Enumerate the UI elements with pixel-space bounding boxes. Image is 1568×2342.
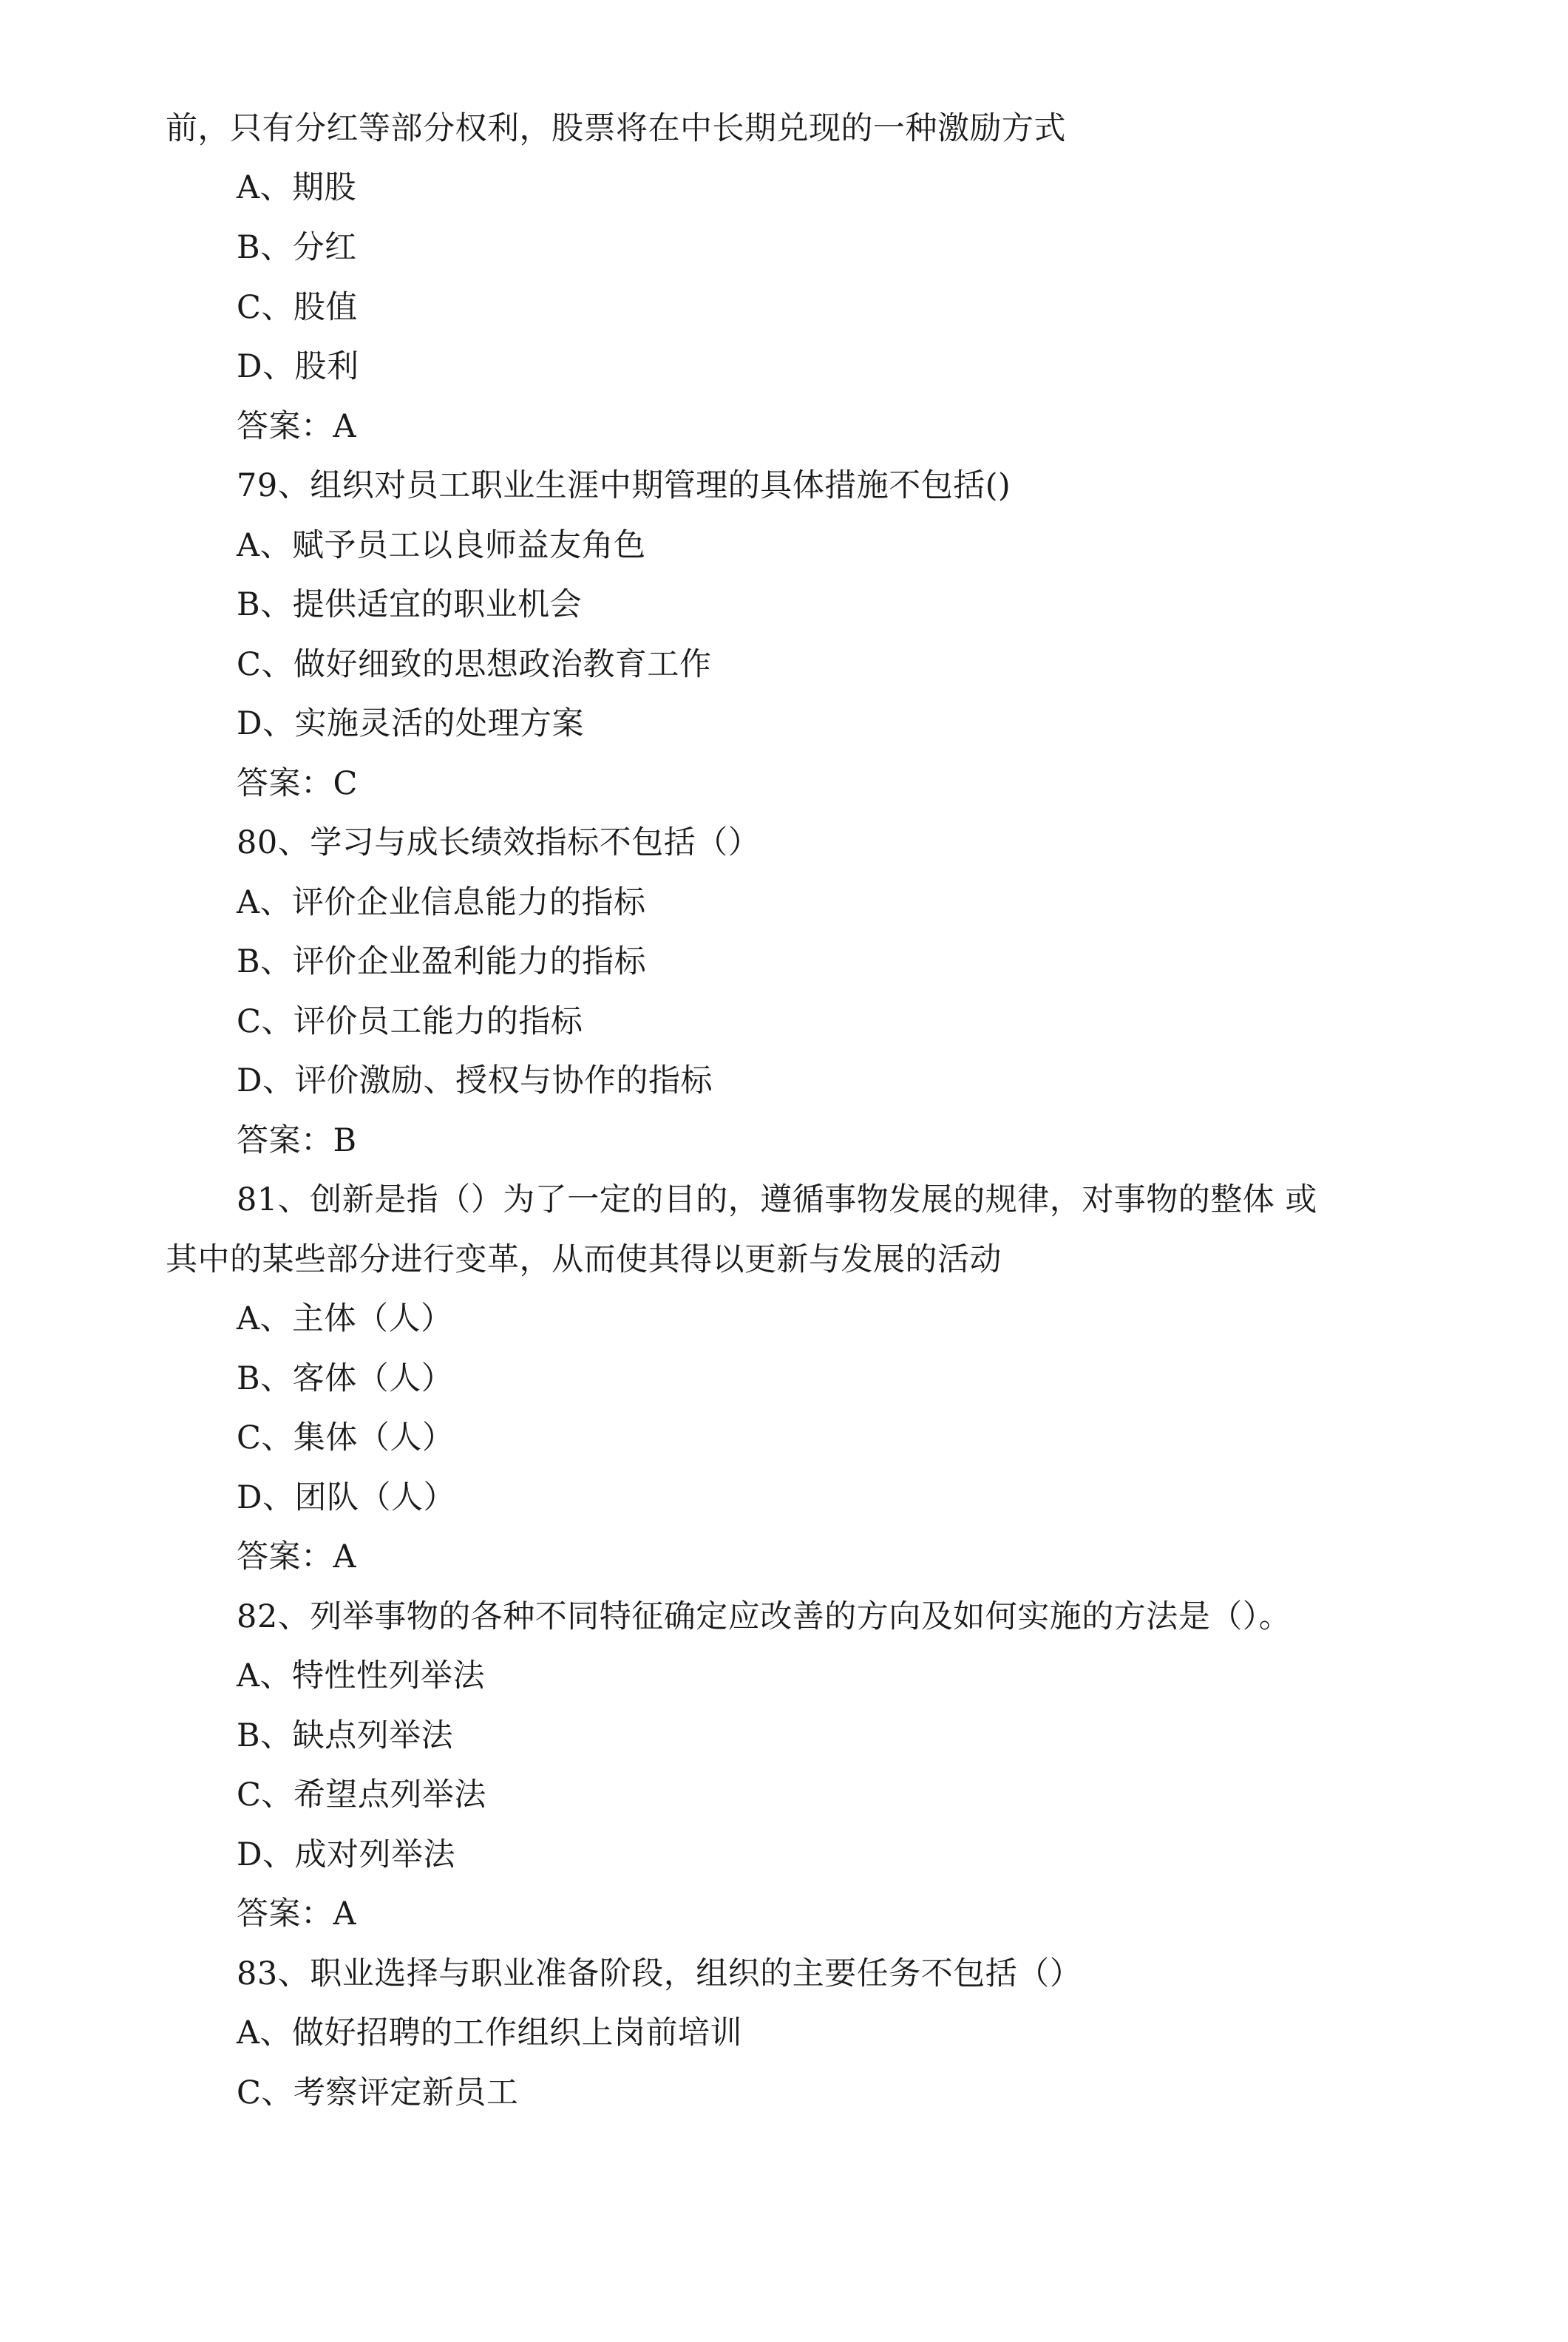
question-79: 79、组织对员工职业生涯中期管理的具体措施不包括() <box>237 467 1011 504</box>
question-81: 81、创新是指（）为了一定的目的，遵循事物发展的规律，对事物的整体 或 <box>237 1181 1317 1218</box>
question-83: 83、职业选择与职业准备阶段，组织的主要任务不包括（） <box>237 1955 1082 1992</box>
option-b: B、提供适宜的职业机会 <box>237 586 583 623</box>
option-a: A、特性性列举法 <box>237 1657 486 1694</box>
question-80: 80、学习与成长绩效指标不包括（） <box>237 824 761 861</box>
option-a: A、做好招聘的工作组织上岗前培训 <box>237 2015 743 2051</box>
question-82: 82、列举事物的各种不同特征确定应改善的方向及如何实施的方法是（）。 <box>237 1598 1292 1635</box>
option-c: C、希望点列举法 <box>237 1776 486 1813</box>
option-c: C、股值 <box>237 289 358 326</box>
answer: 答案：C <box>237 765 358 802</box>
option-c: C、集体（人） <box>237 1419 455 1456</box>
option-a: A、评价企业信息能力的指标 <box>237 884 646 921</box>
option-c: C、做好细致的思想政治教育工作 <box>237 646 712 683</box>
option-d: D、评价激励、授权与协作的指标 <box>237 1062 713 1099</box>
option-d: D、股利 <box>237 348 359 385</box>
answer: 答案：B <box>237 1122 357 1159</box>
option-b: B、缺点列举法 <box>237 1717 454 1754</box>
question-81-continuation: 其中的某些部分进行变革，从而使其得以更新与发展的活动 <box>166 1241 1002 1278</box>
option-b: B、客体（人） <box>237 1360 454 1397</box>
answer: 答案：A <box>237 1538 357 1575</box>
option-c: C、考察评定新员工 <box>237 2074 519 2111</box>
option-d: D、成对列举法 <box>237 1836 455 1873</box>
option-b: B、分红 <box>237 229 357 266</box>
answer: 答案：A <box>237 408 357 445</box>
option-d: D、团队（人） <box>237 1479 455 1516</box>
option-d: D、实施灵活的处理方案 <box>237 705 584 742</box>
option-c: C、评价员工能力的指标 <box>237 1003 583 1040</box>
question-continuation-text: 前，只有分红等部分权利，股票将在中长期兑现的一种激励方式 <box>166 110 1066 147</box>
option-a: A、主体（人） <box>237 1300 453 1337</box>
option-a: A、赋予员工以良师益友角色 <box>237 527 646 564</box>
option-a: A、期股 <box>237 169 357 206</box>
option-b: B、评价企业盈利能力的指标 <box>237 943 647 980</box>
answer: 答案：A <box>237 1895 357 1932</box>
